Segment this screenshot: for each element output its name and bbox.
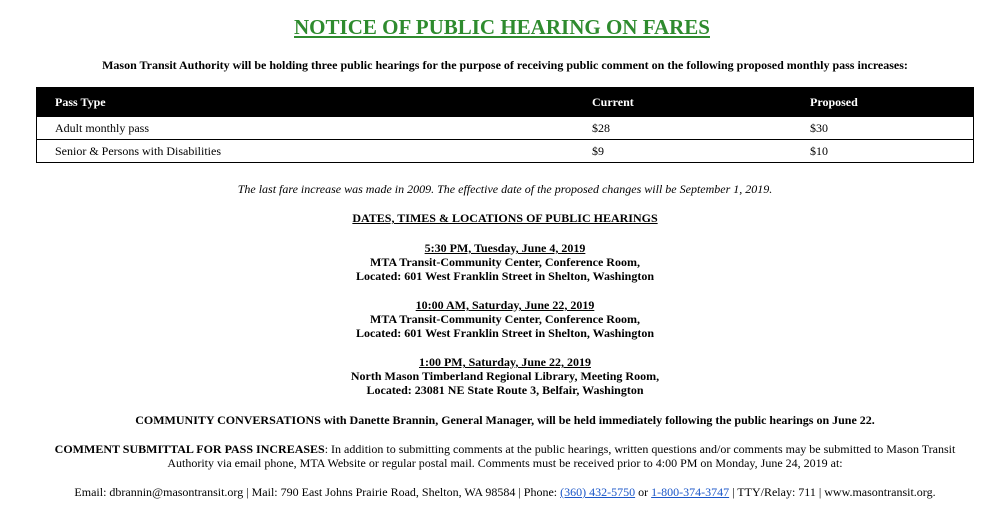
header-proposed: Proposed	[792, 88, 974, 117]
notice-title: NOTICE OF PUBLIC HEARING ON FARES	[294, 15, 710, 39]
hearing-address: Located: 601 West Franklin Street in Shelton, Washington	[355, 326, 655, 340]
fare-table	[36, 87, 974, 163]
cell-proposed: $10	[792, 140, 974, 163]
community-conversations: COMMUNITY CONVERSATIONS with Danette Brannin, General Manager, will be held immediately following the public hearings on June 22.	[135, 413, 875, 427]
comment-submittal	[40, 442, 970, 470]
hearing-3	[0, 355, 1004, 397]
dates-heading: DATES, TIMES & LOCATIONS OF PUBLIC HEARINGS	[352, 211, 658, 225]
contact-line	[0, 485, 1004, 500]
header-current: Current	[574, 88, 792, 117]
cell-current: $28	[574, 117, 792, 140]
table-row	[37, 117, 974, 140]
header-pass-type: Pass Type	[37, 88, 575, 117]
hearing-when: 1:00 PM, Saturday, June 22, 2019	[418, 355, 591, 369]
contact-suffix: | TTY/Relay: 711 | www.masontransit.org.	[729, 485, 936, 499]
hearing-when: 5:30 PM, Tuesday, June 4, 2019	[424, 241, 586, 255]
hearing-place: MTA Transit-Community Center, Conference Room,	[370, 312, 640, 326]
cell-current: $9	[574, 140, 792, 163]
phone-link-local[interactable]: (360) 432-5750	[560, 485, 636, 499]
cell-proposed: $30	[792, 117, 974, 140]
contact-or: or	[635, 485, 652, 499]
hearing-place: MTA Transit-Community Center, Conference Room,	[370, 255, 640, 269]
hearing-place: North Mason Timberland Regional Library, Meeting Room,	[350, 369, 660, 383]
table-header-row	[37, 88, 974, 117]
intro-text: Mason Transit Authority will be holding three public hearings for the purpose of receiving public comment on the following proposed monthly pass increases:	[102, 58, 908, 72]
cell-pass-type: Senior & Persons with Disabilities	[37, 140, 575, 163]
contact-prefix: Email: dbrannin@masontransit.org | Mail: 790 East Johns Prairie Road, Shelton, WA 98584 | Phone:	[74, 485, 561, 499]
fare-note: The last fare increase was made in 2009. The effective date of the proposed changes will be September 1, 2019.	[237, 182, 773, 196]
hearing-1	[0, 241, 1004, 283]
hearing-when: 10:00 AM, Saturday, June 22, 2019	[415, 298, 595, 312]
table-row	[37, 140, 974, 163]
hearing-address: Located: 23081 NE State Route 3, Belfair, Washington	[366, 383, 644, 397]
cell-pass-type: Adult monthly pass	[37, 117, 575, 140]
hearing-2	[0, 298, 1004, 340]
hearing-address: Located: 601 West Franklin Street in Shelton, Washington	[355, 269, 655, 283]
phone-link-tollfree[interactable]: 1-800-374-3747	[651, 485, 730, 499]
comment-text: : In addition to submitting comments at the public hearings, written questions and/or comments may be submitted to Mason Transit Authority via email phone, MTA Website or regular postal mail. Comments must be received prior to 4:00 PM on Monday, June 24, 2019 at:	[167, 442, 956, 470]
comment-label: COMMENT SUBMITTAL FOR PASS INCREASES	[54, 442, 325, 456]
